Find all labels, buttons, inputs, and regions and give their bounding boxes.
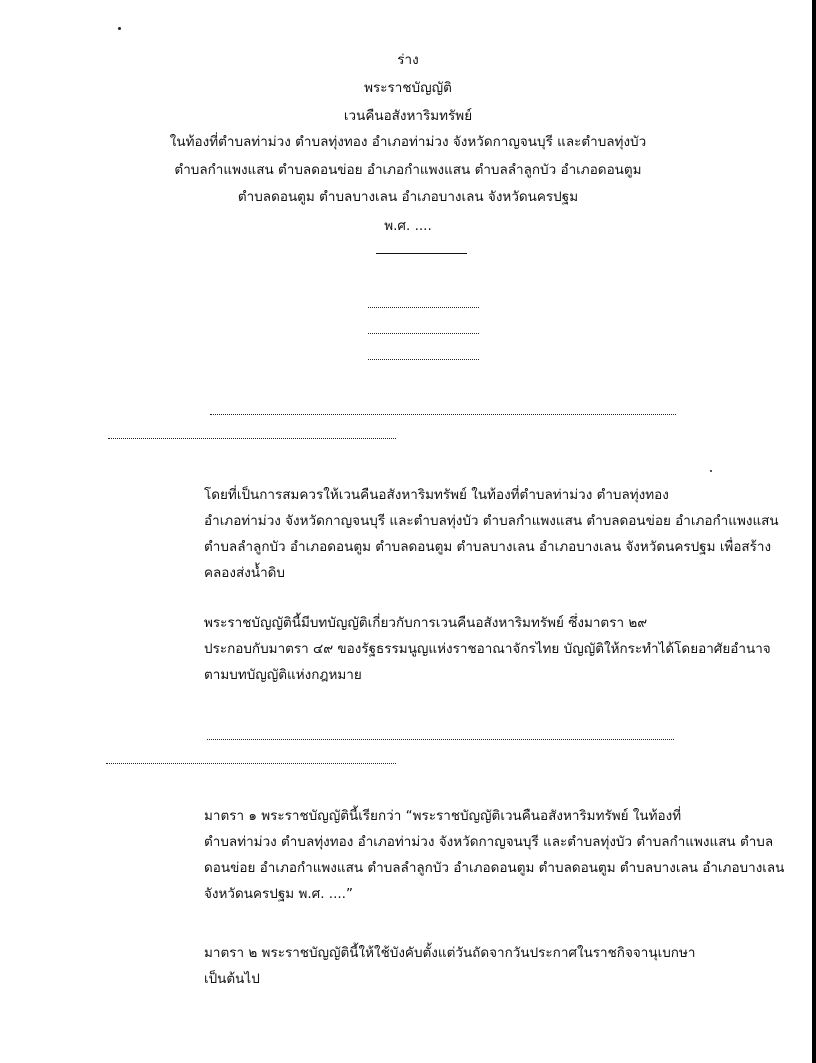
- section-1: [108, 803, 785, 907]
- preamble-line: อำเภอท่าม่วง จังหวัดกาญจนบุรี และตำบลทุ่งบัว ตำบลกำแพงแสน ตำบลดอนข่อย อำเภอกำแพงแสน: [204, 513, 779, 529]
- act-title: เวนคืนอสังหาริมทรัพย์: [343, 108, 473, 124]
- section-line: เป็นต้นไป: [204, 971, 260, 987]
- dotted-line: [368, 307, 479, 308]
- scan-speck: [710, 470, 712, 472]
- dotted-line: [207, 739, 674, 740]
- header-rule: [376, 253, 467, 254]
- section-line: จังหวัดนครปฐม พ.ศ. ....”: [204, 886, 353, 902]
- constitution-paragraph: [108, 610, 771, 688]
- scan-speck: [118, 27, 121, 30]
- constitution-line: พระราชบัญญัตินี้มีบทบัญญัติเกี่ยวกับการเวนคืนอสังหาริมทรัพย์ ซึ่งมาตรา ๒๙: [204, 615, 648, 631]
- dotted-line: [210, 414, 676, 415]
- dotted-line: [106, 763, 396, 764]
- constitution-line: ประกอบกับมาตรา ๔๙ ของรัฐธรรมนูญแห่งราชอาณาจักรไทย บัญญัติให้กระทำได้โดยอาศัยอำนาจ: [204, 641, 771, 657]
- dotted-line: [368, 333, 479, 334]
- section-line: มาตรา ๑ พระราชบัญญัตินี้เรียกว่า “พระราชบัญญัติเวนคืนอสังหาริมทรัพย์ ในท้องที่: [204, 808, 682, 824]
- preamble-line: โดยที่เป็นการสมควรให้เวนคืนอสังหาริมทรัพย์ ในท้องที่ตำบลท่าม่วง ตำบลทุ่งทอง: [204, 487, 669, 503]
- location-line: ตำบลกำแพงแสน ตำบลดอนข่อย อำเภอกำแพงแสน ตำบลลำลูกบัว อำเภอดอนตูม: [174, 162, 642, 178]
- location-line: ตำบลดอนตูม ตำบลบางเลน อำเภอบางเลน จังหวัดนครปฐม: [237, 189, 579, 205]
- act-label: พระราชบัญญัติ: [364, 80, 452, 96]
- location-line: ในท้องที่ตำบลท่าม่วง ตำบลทุ่งทอง อำเภอท่าม่วง จังหวัดกาญจนบุรี และตำบลทุ่งบัว: [169, 134, 647, 150]
- section-2: [108, 940, 720, 992]
- preamble-line: คลองส่งน้ำดิบ: [204, 565, 285, 581]
- year-label: พ.ศ. ....: [384, 218, 432, 234]
- preamble-paragraph: [108, 482, 779, 586]
- preamble-line: ตำบลลำลูกบัว อำเภอดอนตูม ตำบลดอนตูม ตำบลบางเลน อำเภอบางเลน จังหวัดนครปฐม เพื่อสร้าง: [204, 539, 772, 555]
- section-line: ดอนข่อย อำเภอกำแพงแสน ตำบลลำลูกบัว อำเภอดอนตูม ตำบลดอนตูม ตำบลบางเลน อำเภอบางเลน: [204, 860, 785, 876]
- constitution-line: ตามบทบัญญัติแห่งกฎหมาย: [204, 667, 362, 683]
- dotted-line: [108, 438, 396, 439]
- dotted-line: [368, 359, 479, 360]
- draft-label: ร่าง: [397, 52, 419, 68]
- section-line: มาตรา ๒ พระราชบัญญัตินี้ให้ใช้บังคับตั้งแต่วันถัดจากวันประกาศในราชกิจจานุเบกษา: [204, 945, 696, 961]
- section-line: ตำบลท่าม่วง ตำบลทุ่งทอง อำเภอท่าม่วง จังหวัดกาญจนบุรี และตำบลทุ่งบัว ตำบลกำแพงแสน ตำบล: [204, 834, 774, 850]
